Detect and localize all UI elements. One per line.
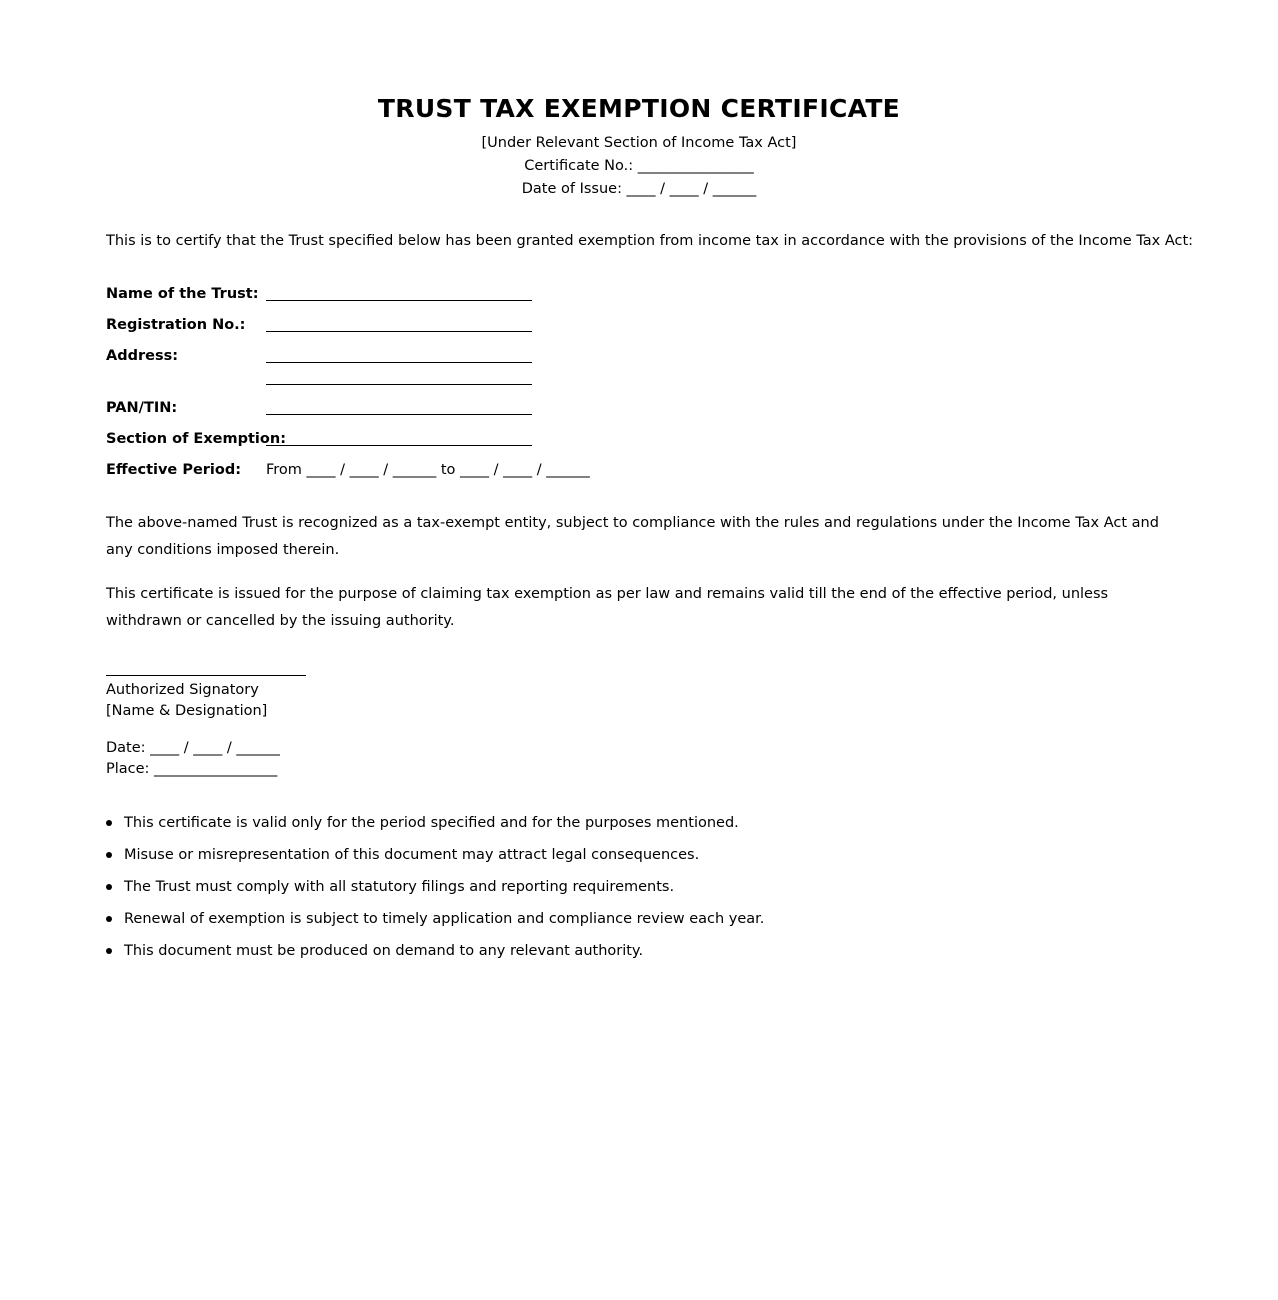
signatory-title: Authorized Signatory	[106, 682, 259, 698]
bullet-icon	[106, 852, 112, 858]
note-text: This document must be produced on demand to any relevant authority.	[124, 943, 644, 959]
bullet-icon	[106, 884, 112, 890]
list-item	[106, 941, 764, 961]
certificate-title: TRUST TAX EXEMPTION CERTIFICATE	[377, 94, 901, 123]
signature-date: Date: ____ / ____ / ______	[106, 740, 280, 756]
bullet-icon	[106, 820, 112, 826]
note-text: Renewal of exemption is subject to timely application and compliance review each year.	[124, 911, 765, 927]
registration-label: Registration No.:	[106, 317, 246, 333]
validity-paragraph: This certificate is issued for the purpose of claiming tax exemption as per law and remains valid till the end of the effective period, unless withdrawn or cancelled by the issuing authority.	[106, 586, 1109, 629]
trust-name-label: Name of the Trust:	[106, 286, 259, 302]
note-text: This certificate is valid only for the period specified and for the purposes mentioned.	[124, 815, 739, 831]
section-blank	[266, 445, 532, 446]
bullet-icon	[106, 916, 112, 922]
period-value: From ____ / ____ / ______ to ____ / ____ / ______	[266, 462, 590, 478]
note-text: Misuse or misrepresentation of this document may attract legal consequences.	[124, 847, 700, 863]
address-label: Address:	[106, 348, 179, 364]
list-item	[106, 877, 764, 897]
signature-line	[106, 675, 306, 676]
address-blank-line-2	[266, 384, 532, 385]
note-text: The Trust must comply with all statutory filings and reporting requirements.	[124, 879, 675, 895]
intro-statement: This is to certify that the Trust specified below has been granted exemption from income tax in accordance with the provisions of the Income Tax Act:	[106, 233, 1194, 249]
recognition-paragraph: The above-named Trust is recognized as a tax-exempt entity, subject to compliance with the rules and regulations under the Income Tax Act and any conditions imposed therein.	[106, 515, 1159, 558]
section-label: Section of Exemption:	[106, 431, 286, 447]
certificate-subtitle: [Under Relevant Section of Income Tax Act]	[481, 135, 797, 151]
date-of-issue: Date of Issue: ____ / ____ / ______	[521, 181, 757, 197]
signature-place: Place: _________________	[106, 761, 278, 777]
pan-label: PAN/TIN:	[106, 400, 178, 416]
list-item	[106, 909, 764, 929]
pan-blank	[266, 414, 532, 415]
period-label: Effective Period:	[106, 462, 242, 478]
certificate-number: Certificate No.: ________________	[524, 158, 754, 174]
registration-blank	[266, 331, 532, 332]
list-item	[106, 813, 764, 833]
notes-list	[106, 813, 764, 973]
bullet-icon	[106, 948, 112, 954]
trust-name-blank	[266, 300, 532, 301]
signatory-name: [Name & Designation]	[106, 703, 268, 719]
address-blank-line-1	[266, 362, 532, 363]
list-item	[106, 845, 764, 865]
